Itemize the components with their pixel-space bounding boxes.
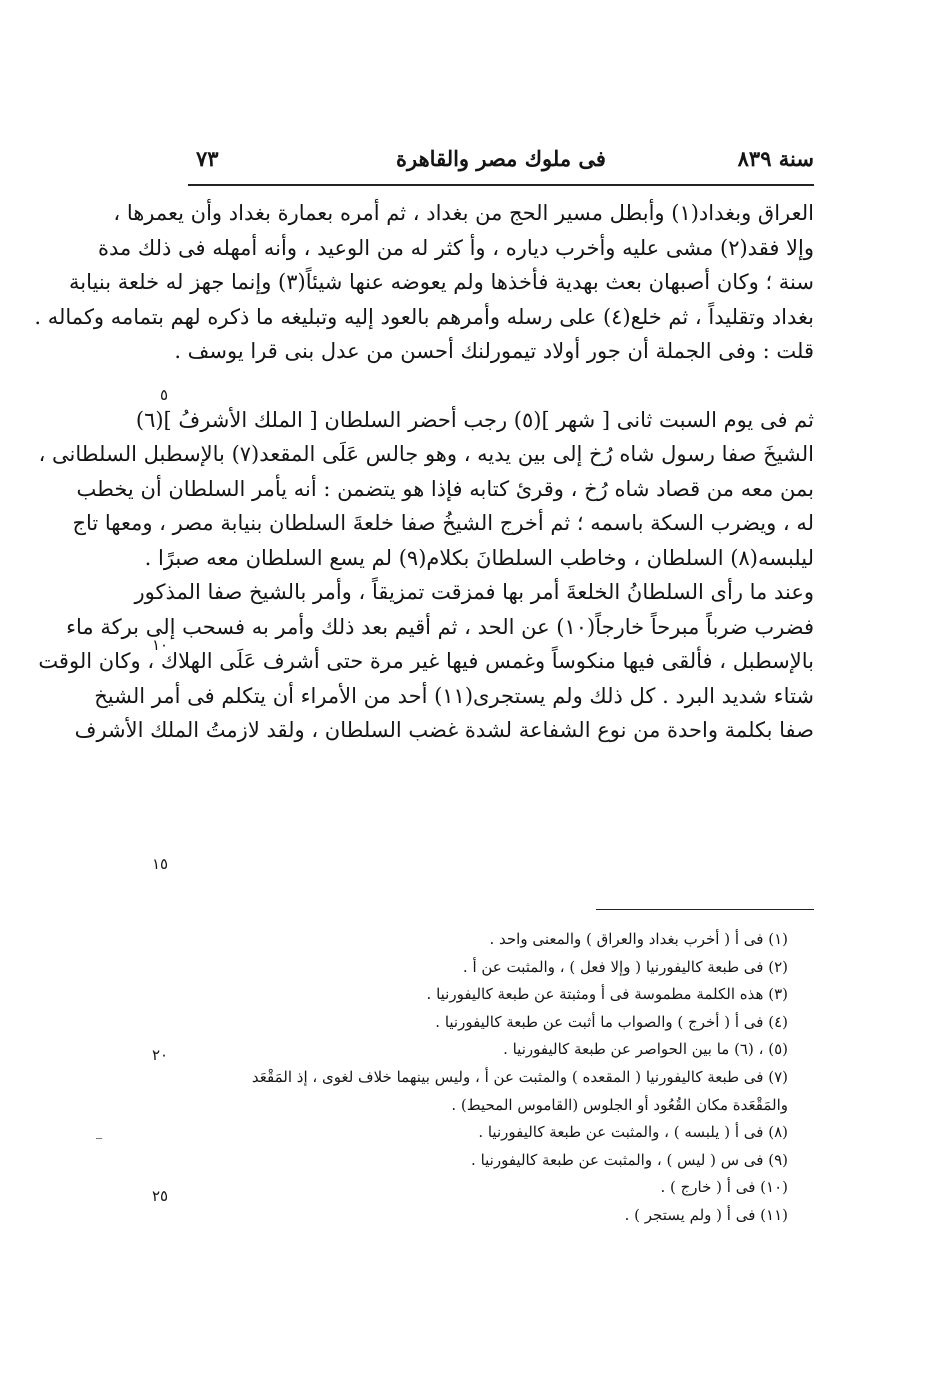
page-header (188, 142, 814, 176)
header-year: سنة ٨٣٩ (737, 146, 814, 171)
text-line: بالإسطبل ، فألقى فيها منكوساً وغمس فيها غير مرة حتى أشرف عَلَى الهلاك ، وكان الوقت (38, 649, 814, 673)
footnote: (٧) فى طبعة كاليفورنيا ( المقعده ) والمثبت عن أ ، وليس بينهما خلاف لغوى ، إذ المَقْعَد (251, 1067, 788, 1086)
footnotes (188, 926, 788, 1230)
main-text (34, 196, 814, 748)
paragraph-gap (188, 369, 814, 403)
header-title: فى ملوك مصر والقاهرة (396, 146, 606, 171)
text-line: العراق وبغداد(١) وأبطل مسير الحج من بغداد ، ثم أمره بعمارة بغداد وأن يعمرها ، (113, 201, 814, 225)
page-number: ٧٣ (196, 146, 219, 171)
header-rule (188, 184, 814, 186)
footnote: (٩) فى س ( ليس ) ، والمثبت عن طبعة كاليفورنيا . (471, 1150, 788, 1169)
text-line: الشيخَ صفا رسول شاه رُخ إلى بين يديه ، وهو جالس عَلَى المقعد(٧) بالإسطبل السلطانى ، (38, 442, 814, 466)
text-line: وعند ما رأى السلطانُ الخلعةَ أمر بها فمزقت تمزيقاً ، وأمر بالشيخ صفا المذكور (134, 580, 814, 604)
footnote: (٨) فى أ ( يلبسه ) ، والمثبت عن طبعة كاليفورنيا . (478, 1123, 788, 1142)
text-line: سنة ؛ وكان أصبهان بعث بهدية فأخذها ولم يعوضه عنها شيئاً(٣) وإنما جهز له خلعة بنيابة (69, 270, 814, 294)
paragraph-2 (38, 403, 814, 748)
text-line: شتاء شديد البرد . كل ذلك ولم يستجرى(١١) أحد من الأمراء أن يتكلم فى أمر الشيخ (94, 683, 814, 708)
scan-speck (96, 1138, 102, 1139)
footnote: (١٠) فى أ ( خارج ) . (660, 1178, 788, 1197)
footnote: (١١) فى أ ( ولم يستجر ) . (624, 1205, 788, 1224)
footnote: (٤) فى أ ( أخرج ) والصواب ما أثبت عن طبعة كاليفورنيا . (435, 1012, 788, 1031)
text-line: صفا بكلمة واحدة من نوع الشفاعة لشدة غضب السلطان ، ولقد لازمتُ الملك الأشرف (74, 718, 814, 742)
text-line: بمن معه من قصاد شاه رُخ ، وقرئ كتابه فإذا هو يتضمن : أنه يأمر السلطان أن يخطب (76, 476, 814, 501)
footnote: (٥) ، (٦) ما بين الحواصر عن طبعة كاليفورنيا . (503, 1040, 788, 1059)
footnote-continuation: والمَقْعَدة مكان القُعُود أو الجلوس (القاموس المحيط) . (451, 1095, 788, 1114)
text-line: وإلا فقد(٢) مشى عليه وأخرب دياره ، وأ كثر له من الوعيد ، وأنه أمهله فى ذلك مدة (97, 235, 814, 260)
footnote: (٢) فى طبعة كاليفورنيا ( وإلا فعل ) ، والمثبت عن أ . (462, 957, 788, 976)
text-line: قلت : وفى الجملة أن جور أولاد تيمورلنك أحسن من عدل بنى قرا يوسف . (174, 339, 814, 363)
text-line: ليلبسه(٨) السلطان ، وخاطب السلطانَ بكلام(٩) لم يسع السلطان معه صبرًا . (144, 545, 814, 570)
line-number-5: ٥ (160, 386, 169, 404)
footnote-separator (596, 909, 814, 910)
line-number-20: ٢٠ (152, 1046, 169, 1064)
footnote: (١) فى أ ( أخرب بغداد والعراق ) والمعنى واحد . (489, 930, 788, 948)
line-number-10: ١٠ (152, 636, 169, 654)
text-line: له ، ويضرب السكة باسمه ؛ ثم أخرج الشيخُ صفا خلعةَ السلطان بنيابة مصر ، ومعها تاج (72, 511, 814, 535)
paragraph-1 (34, 196, 814, 369)
text-line: ثم فى يوم السبت ثانى [ شهر ](٥) رجب أحضر السلطان [ الملك الأشرفُ ](٦) (135, 407, 814, 432)
text-line: فضرب ضرباً مبرحاً خارجاً(١٠) عن الحد ، ثم أقيم بعد ذلك وأمر به فسحب إلى بركة ماء (66, 614, 814, 639)
text-line: بغداد وتقليداً ، ثم خلع(٤) على رسله وأمرهم بالعود إليه وتبليغه ما ذكره لهم بتمامه وكماله . (34, 304, 814, 329)
line-number-15: ١٥ (152, 855, 169, 873)
line-number-25: ٢٥ (152, 1187, 169, 1205)
footnote: (٣) هذه الكلمة مطموسة فى أ ومثبتة عن طبعة كاليفورنيا . (426, 985, 788, 1004)
